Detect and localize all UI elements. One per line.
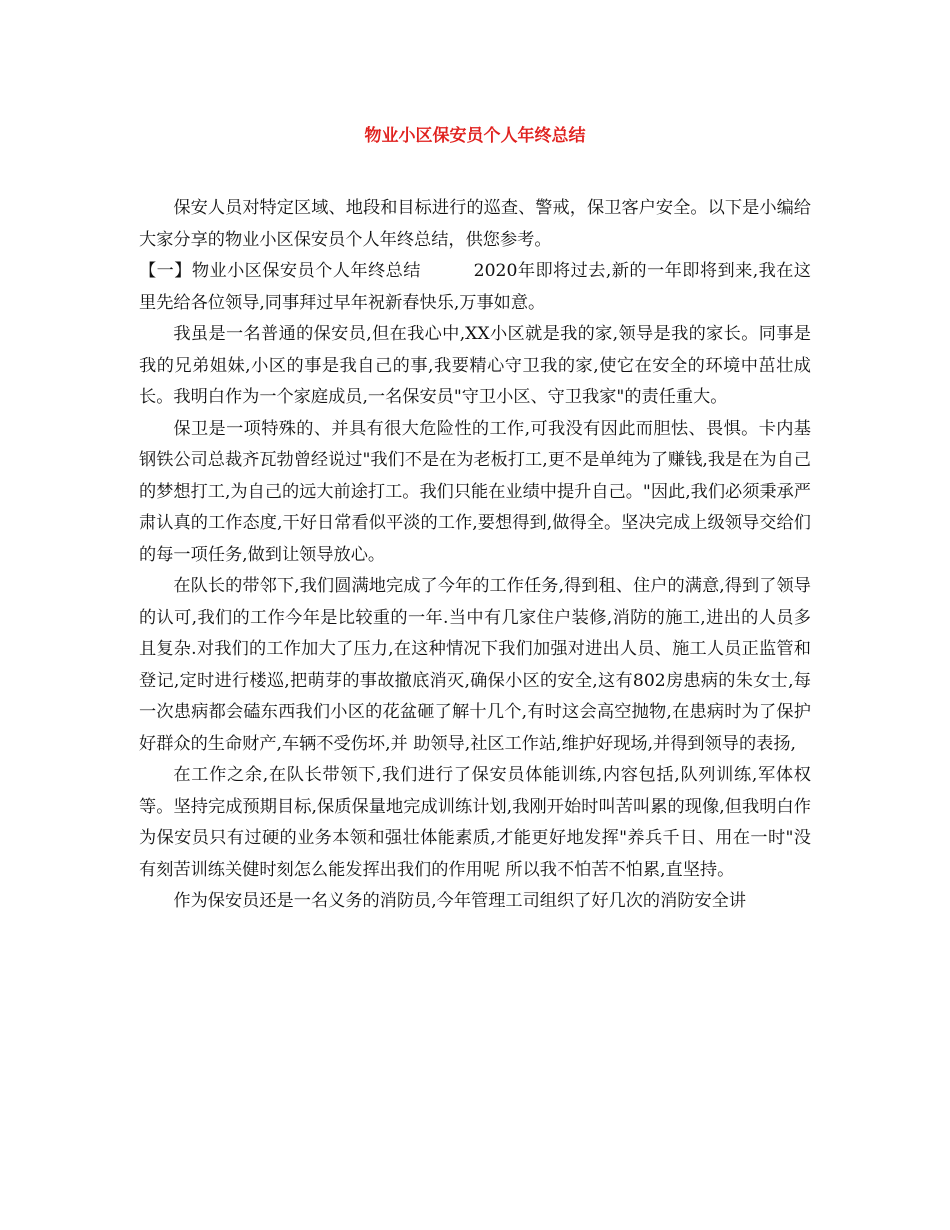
paragraph-training: 在工作之余,在队长带领下,我们进行了保安员体能训练,内容包括,队列训练,军体权等。坚持完成预期目标,保质保量地完成训练计划,我刚开始时叫苦叫累的现像,但我明白作为保安员只有过硬的业务本领和强壮体能素质,才能更好地发挥"养兵千日、用在一时"没有刻苦训练关健时刻怎么能发挥出我们的作用呢 所以我不怕苦不怕累,直坚持。 [139, 765, 811, 880]
document-title: 物业小区保安员个人年终总结 [364, 126, 586, 146]
paragraph-team-tasks: 在队长的带邻下,我们圆满地完成了今年的工作任务,得到租、住户的满意,得到了领导的认可,我们的工作今年是比较重的一年.当中有几家住户装修,消防的施工,进出的人员多且复杂.对我们的工作加大了压力,在这种情况下我们加强对进出人员、施工人员正监管和登记,定时进行楼巡,把萌芽的事故撤底消灭,确保小区的安全,这有802房患病的朱女士,每一次患病都会磕东西我们小区的花盆砸了解十几个,有时这会高空抛物,在患病时为了保护好群众的生命财产,车辆不受伤坏,并 助领导,社区工作站,维护好现场,并得到领导的表扬, [139, 576, 811, 754]
paragraph-section-one-heading: 【一】物业小区保安员个人年终总结 2020年即将过去,新的一年即将到来,我在这里先给各位领导,同事拜过早年祝新春快乐,万事如意。 [139, 261, 811, 313]
document-body [139, 193, 811, 918]
paragraph-fire-safety: 作为保安员还是一名义务的消防员,今年管理工司组织了好几次的消防安全讲 [173, 891, 747, 911]
paragraph-my-home: 我虽是一名普通的保安员,但在我心中,XX小区就是我的家,领导是我的家长。同事是我的兄弟姐妹,小区的事是我自己的事,我要精心守卫我的家,使它在安全的环境中茁壮成长。我明白作为一个家庭成员,一名保安员"守卫小区、守卫我家"的责任重大。 [139, 324, 811, 407]
paragraph-security-work: 保卫是一项特殊的、并具有很大危险性的工作,可我没有因此而胆怯、畏惧。卡内基钢铁公司总裁齐瓦勃曾经说过"我们不是在为老板打工,更不是单纯为了赚钱,我是在为自己的梦想打工,为自己的远大前途打工。我们只能在业绩中提升自己。"因此,我们必须秉承严肃认真的工作态度,干好日常看似平淡的工作,要想得到,做得全。坚决完成上级领导交给们的每一项任务,做到让领导放心。 [139, 418, 811, 565]
paragraph-intro: 保安人员对特定区域、地段和目标进行的巡查、警戒，保卫客户安全。以下是小编给大家分享的物业小区保安员个人年终总结，供您参考。 [139, 198, 811, 250]
